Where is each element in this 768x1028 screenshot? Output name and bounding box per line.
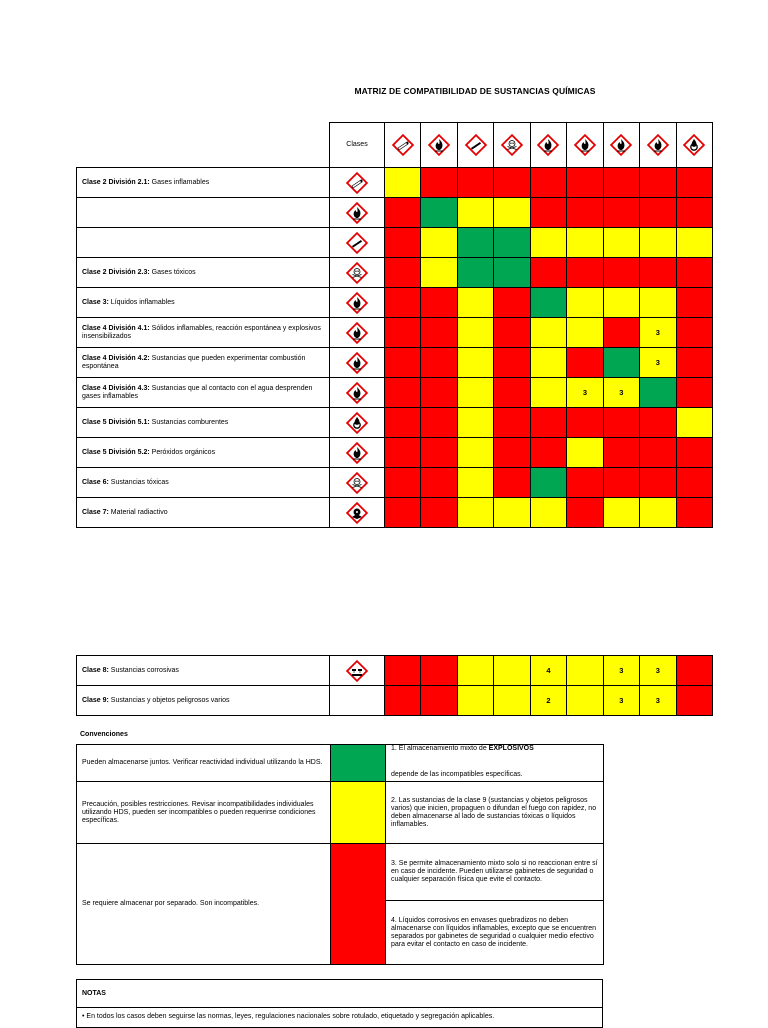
flame-icon xyxy=(344,290,370,316)
matrix-cell xyxy=(530,438,566,468)
yellow-convention-text: Precaución, posibles restricciones. Revisar incompatibilidades individuales utilizando HDS, pueden ser incompatibles o pueden requerirse condiciones específicas. xyxy=(77,782,331,844)
matrix-cell xyxy=(494,686,530,716)
flame-icon xyxy=(572,132,598,158)
matrix-cell xyxy=(457,468,493,498)
corrosive-icon xyxy=(344,658,370,684)
matrix-cell xyxy=(385,686,421,716)
top-row-8 xyxy=(77,378,713,408)
matrix-cell xyxy=(494,198,530,228)
header-icon-cell-5 xyxy=(530,123,566,168)
matrix-cell xyxy=(567,438,603,468)
matrix-cell xyxy=(603,318,639,348)
matrix-cell xyxy=(494,408,530,438)
matrix-cell: 3 xyxy=(640,656,676,686)
top-row-9 xyxy=(77,408,713,438)
matrix-cell xyxy=(567,258,603,288)
class-icon-cell xyxy=(330,656,385,686)
matrix-cell xyxy=(421,438,457,468)
matrix-cell xyxy=(640,468,676,498)
matrix-cell xyxy=(530,198,566,228)
matrix-cell xyxy=(494,348,530,378)
top-row-10 xyxy=(77,438,713,468)
matrix-cell: 3 xyxy=(640,348,676,378)
matrix-cell xyxy=(421,686,457,716)
class-label: Clase 2 División 2.1: Gases inflamables xyxy=(77,168,330,198)
flame-icon xyxy=(535,132,561,158)
skull-icon xyxy=(499,132,525,158)
matrix-cell: 2 xyxy=(530,686,566,716)
matrix-cell xyxy=(457,318,493,348)
matrix-cell xyxy=(457,348,493,378)
notes-line-1: • En todos los casos deben seguirse las normas, leyes, regulaciones nacionales sobre rotulado, etiquetado y segregación aplicables. xyxy=(77,1008,603,1028)
notes-title: NOTAS xyxy=(77,980,603,1008)
class-label: Clase 8: Sustancias corrosivas xyxy=(77,656,330,686)
oxidizer-icon xyxy=(681,132,707,158)
matrix-cell xyxy=(385,348,421,378)
matrix-cell xyxy=(457,168,493,198)
matrix-cell: 3 xyxy=(603,686,639,716)
green-convention-text: Pueden almacenarse juntos. Verificar reactividad individual utilizando la HDS. xyxy=(77,745,331,782)
matrix-cell: 3 xyxy=(567,378,603,408)
matrix-cell: 4 xyxy=(530,656,566,686)
matrix-cell xyxy=(603,258,639,288)
matrix-cell xyxy=(676,656,713,686)
matrix-cell xyxy=(385,288,421,318)
matrix-cell xyxy=(421,348,457,378)
matrix-cell xyxy=(640,168,676,198)
class-label: Clase 4 División 4.1: Sólidos inflamables, reacción espontánea y explosivos insensibilizados xyxy=(77,318,330,348)
matrix-cell xyxy=(567,198,603,228)
header-icon-cell-8 xyxy=(640,123,676,168)
red-swatch xyxy=(331,844,386,965)
matrix-cell xyxy=(603,438,639,468)
green-swatch xyxy=(331,745,386,782)
matrix-cell xyxy=(494,438,530,468)
note-3: 3. Se permite almacenamiento mixto solo si no reaccionan entre sí en caso de incidente. Pueden utilizarse gabinetes de seguridad o cualquier separación física que evite el contacto. xyxy=(386,844,604,901)
compatibility-matrix-lower xyxy=(76,655,713,716)
conventions-table xyxy=(76,744,604,965)
matrix-cell xyxy=(640,438,676,468)
matrix-cell xyxy=(385,318,421,348)
matrix-cell xyxy=(421,288,457,318)
matrix-cell xyxy=(530,258,566,288)
matrix-cell xyxy=(603,228,639,258)
matrix-cell xyxy=(676,498,713,528)
matrix-cell xyxy=(676,468,713,498)
matrix-cell xyxy=(640,258,676,288)
matrix-cell xyxy=(385,258,421,288)
matrix-cell xyxy=(603,348,639,378)
matrix-cell xyxy=(567,408,603,438)
class-icon-cell xyxy=(330,228,385,258)
header-icon-cell-1 xyxy=(385,123,421,168)
class-label: Clase 4 División 4.3: Sustancias que al contacto con el agua desprenden gases inflamables xyxy=(77,378,330,408)
note-2: 2. Las sustancias de la clase 9 (sustancias y objetos peligrosos varios) que inicien, propaguen o difundan el fuego con rapidez, no deben almacenarse al lado de sustancias tóxicas o líquidos inflamables. xyxy=(386,782,604,844)
matrix-cell xyxy=(530,348,566,378)
matrix-cell xyxy=(676,318,713,348)
radioactive-icon xyxy=(344,500,370,526)
top-row-3 xyxy=(77,228,713,258)
matrix-cell: 3 xyxy=(640,318,676,348)
class-label xyxy=(77,228,330,258)
class-label: Clase 9: Sustancias y objetos peligrosos varios xyxy=(77,686,330,716)
top-row-4 xyxy=(77,258,713,288)
gas-cylinder-icon xyxy=(463,132,489,158)
top-row-2 xyxy=(77,198,713,228)
top-row-5 xyxy=(77,288,713,318)
class-label: Clase 3: Líquidos inflamables xyxy=(77,288,330,318)
matrix-cell xyxy=(530,378,566,408)
flame-icon xyxy=(645,132,671,158)
bottom-row-2 xyxy=(77,686,713,716)
header-icon-cell-3 xyxy=(457,123,493,168)
yellow-swatch xyxy=(331,782,386,844)
conventions-title: Convenciones xyxy=(80,731,128,738)
class-label: Clase 7: Material radiactivo xyxy=(77,498,330,528)
matrix-cell xyxy=(567,498,603,528)
matrix-cell xyxy=(640,288,676,318)
matrix-cell xyxy=(494,168,530,198)
matrix-cell xyxy=(676,378,713,408)
matrix-cell xyxy=(567,288,603,318)
class-icon-cell xyxy=(330,168,385,198)
matrix-cell: 3 xyxy=(603,656,639,686)
matrix-cell xyxy=(457,686,493,716)
matrix-cell xyxy=(457,258,493,288)
matrix-cell xyxy=(385,168,421,198)
class-icon-cell xyxy=(330,348,385,378)
matrix-cell xyxy=(457,228,493,258)
matrix-cell xyxy=(603,288,639,318)
matrix-cell xyxy=(603,408,639,438)
matrix-cell xyxy=(676,348,713,378)
matrix-cell xyxy=(640,498,676,528)
class-icon-cell xyxy=(330,438,385,468)
matrix-cell xyxy=(676,686,713,716)
matrix-cell xyxy=(603,498,639,528)
matrix-cell xyxy=(421,318,457,348)
header-icon-cell-4 xyxy=(494,123,530,168)
matrix-cell xyxy=(385,438,421,468)
class-icon-cell xyxy=(330,288,385,318)
matrix-cell xyxy=(457,198,493,228)
skull-icon xyxy=(344,470,370,496)
gas-cylinder-icon xyxy=(344,230,370,256)
header-icon-cell-7 xyxy=(603,123,639,168)
matrix-cell xyxy=(494,378,530,408)
flame-icon xyxy=(344,380,370,406)
matrix-cell xyxy=(457,498,493,528)
matrix-cell xyxy=(457,438,493,468)
matrix-cell xyxy=(530,318,566,348)
matrix-cell xyxy=(457,408,493,438)
matrix-cell xyxy=(530,468,566,498)
matrix-cell xyxy=(385,378,421,408)
class-label xyxy=(77,198,330,228)
flame-icon xyxy=(344,440,370,466)
matrix-cell xyxy=(676,288,713,318)
matrix-cell xyxy=(530,288,566,318)
matrix-cell xyxy=(676,258,713,288)
matrix-cell xyxy=(676,438,713,468)
header-icon-cell-9 xyxy=(676,123,713,168)
matrix-cell xyxy=(567,318,603,348)
matrix-cell xyxy=(421,228,457,258)
matrix-cell xyxy=(421,198,457,228)
top-row-11 xyxy=(77,468,713,498)
matrix-cell xyxy=(530,228,566,258)
matrix-cell xyxy=(676,228,713,258)
matrix-cell xyxy=(567,468,603,498)
matrix-cell xyxy=(421,258,457,288)
matrix-cell xyxy=(640,408,676,438)
skull-icon xyxy=(344,260,370,286)
matrix-cell xyxy=(603,168,639,198)
class-icon-cell xyxy=(330,408,385,438)
matrix-cell: 3 xyxy=(603,378,639,408)
matrix-cell xyxy=(457,288,493,318)
flame-icon xyxy=(608,132,634,158)
notes-table xyxy=(76,979,603,1028)
matrix-cell xyxy=(494,468,530,498)
matrix-cell xyxy=(385,656,421,686)
matrix-cell xyxy=(676,168,713,198)
top-row-6 xyxy=(77,318,713,348)
matrix-cell xyxy=(640,198,676,228)
matrix-cell xyxy=(640,228,676,258)
matrix-cell xyxy=(567,228,603,258)
matrix-cell xyxy=(530,408,566,438)
compressed-gas-icon xyxy=(344,170,370,196)
flame-icon xyxy=(344,350,370,376)
matrix-cell xyxy=(494,498,530,528)
page-title: MATRIZ DE COMPATIBILIDAD DE SUSTANCIAS QUÍMICAS xyxy=(354,86,596,96)
matrix-cell xyxy=(603,198,639,228)
matrix-cell xyxy=(530,168,566,198)
matrix-cell xyxy=(494,258,530,288)
matrix-cell xyxy=(676,198,713,228)
compressed-gas-icon xyxy=(390,132,416,158)
top-row-1 xyxy=(77,168,713,198)
matrix-cell xyxy=(567,168,603,198)
matrix-cell xyxy=(676,408,713,438)
matrix-cell xyxy=(421,468,457,498)
matrix-cell xyxy=(603,468,639,498)
red-convention-text: Se requiere almacenar por separado. Son incompatibles. xyxy=(77,844,331,965)
matrix-cell xyxy=(567,656,603,686)
class-label: Clase 4 División 4.2: Sustancias que pueden experimentar combustión espontánea xyxy=(77,348,330,378)
matrix-cell xyxy=(421,168,457,198)
compatibility-matrix xyxy=(76,167,713,528)
class-icon-cell xyxy=(330,498,385,528)
matrix-cell xyxy=(567,348,603,378)
top-row-7 xyxy=(77,348,713,378)
matrix-cell xyxy=(421,656,457,686)
matrix-cell xyxy=(640,378,676,408)
matrix-cell xyxy=(457,378,493,408)
class-label: Clase 5 División 5.2: Peróxidos orgánicos xyxy=(77,438,330,468)
header-icon-cell-6 xyxy=(567,123,603,168)
class-label: Clase 6: Sustancias tóxicas xyxy=(77,468,330,498)
matrix-cell xyxy=(421,498,457,528)
matrix-cell xyxy=(494,228,530,258)
matrix-cell xyxy=(385,408,421,438)
class-label: Clase 5 División 5.1: Sustancias comburentes xyxy=(77,408,330,438)
class-icon-cell xyxy=(330,378,385,408)
matrix-cell xyxy=(494,288,530,318)
oxidizer-icon xyxy=(344,410,370,436)
bottom-row-1 xyxy=(77,656,713,686)
matrix-cell xyxy=(385,498,421,528)
class-icon-cell xyxy=(330,198,385,228)
class-label: Clase 2 División 2.3: Gases tóxicos xyxy=(77,258,330,288)
header-icon-cell-2 xyxy=(421,123,457,168)
class-icon-cell xyxy=(330,468,385,498)
matrix-cell xyxy=(494,656,530,686)
matrix-cell xyxy=(421,408,457,438)
flame-icon xyxy=(344,320,370,346)
matrix-cell xyxy=(567,686,603,716)
matrix-cell xyxy=(385,468,421,498)
class-icon-cell xyxy=(330,318,385,348)
matrix-cell xyxy=(421,378,457,408)
flame-icon xyxy=(344,200,370,226)
class-icon-cell xyxy=(330,258,385,288)
matrix-cell xyxy=(494,318,530,348)
matrix-cell xyxy=(457,656,493,686)
note-1: 1. El almacenamiento mixto de EXPLOSIVOS depende de las incompatibles específicas. xyxy=(386,745,604,782)
flame-icon xyxy=(426,132,452,158)
matrix-cell xyxy=(385,198,421,228)
clases-header: Clases xyxy=(330,123,385,168)
class-icon-cell xyxy=(330,686,385,716)
matrix-cell xyxy=(385,228,421,258)
note-4: 4. Líquidos corrosivos en envases quebradizos no deben almacenarse con líquidos inflamables, excepto que se encuentren separados por gabinetes de seguridad o cualquier medio efectivo para evitar el contacto en caso de incidente. xyxy=(386,901,604,965)
header-row xyxy=(329,122,713,168)
matrix-cell: 3 xyxy=(640,686,676,716)
matrix-cell xyxy=(530,498,566,528)
top-row-12 xyxy=(77,498,713,528)
